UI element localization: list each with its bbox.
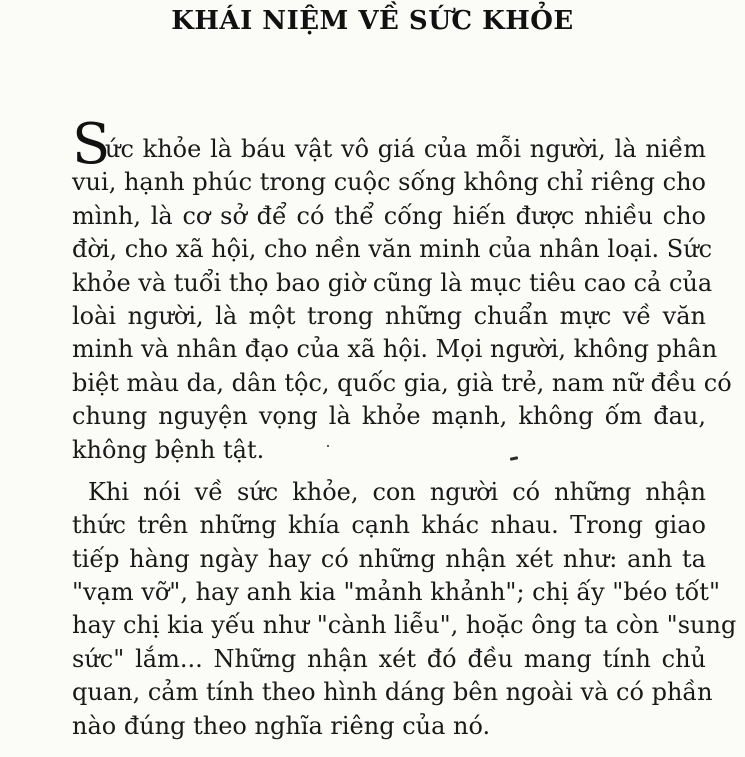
page-title: KHÁI NIỆM VỀ SỨC KHỎE (171, 6, 574, 36)
paragraph-line-text: ức khỏe là báu vật vô giá của mỗi người, là niềm (105, 135, 706, 163)
scan-speck (327, 445, 329, 447)
paragraph-gap (72, 467, 706, 476)
paragraph-1-line-3: mình, là cơ sở để có thể cống hiến được nhiều cho (72, 201, 706, 230)
paragraph-1-line-10: không bệnh tật. (72, 435, 265, 464)
paragraph-1-line-6: loài người, là một trong những chuẩn mực về văn (72, 301, 706, 330)
paragraph-1-line-9: chung nguyện vọng là khỏe mạnh, không ốm đau, (72, 402, 706, 431)
paragraph-2-line-5: hay chị kia yếu như "cành liễu", hoặc ông ta còn "sung (72, 611, 737, 640)
paragraph-1-line-1 (72, 112, 706, 177)
paragraph-2-line-2: thức trên những khía cạnh khác nhau. Trong giao (72, 511, 706, 540)
drop-cap-letter: S (72, 112, 111, 177)
paragraph-line-text: Khi nói về sức khỏe, con người có những nhận (88, 477, 706, 506)
paragraph-2-line-1 (72, 476, 706, 509)
paragraph-1-line-2: vui, hạnh phúc trong cuộc sống không chỉ riêng cho (72, 168, 706, 197)
paragraph-2-line-8: nào đúng theo nghĩa riêng của nó. (72, 711, 491, 740)
paragraph-1-line-5: khỏe và tuổi thọ bao giờ cũng là mục tiêu cao cả của (72, 268, 713, 297)
article-body (72, 112, 737, 743)
paragraph-1-line-8: biệt màu da, dân tộc, quốc gia, già trẻ, nam nữ đều có (72, 368, 732, 397)
paragraph-1-line-7: minh và nhân đạo của xã hội. Mọi người, không phân (72, 335, 718, 364)
paragraph-1-line-4: đời, cho xã hội, cho nền văn minh của nhân loại. Sức (72, 235, 713, 264)
paragraph-2-line-6: sức" lắm... Những nhận xét đó đều mang tính chủ (72, 644, 706, 673)
paragraph-2-line-7: quan, cảm tính theo hình dáng bên ngoài và có phần (72, 678, 713, 707)
paragraph-2-line-3: tiếp hàng ngày hay có những nhận xét như: anh ta (72, 544, 706, 573)
paragraph-2-line-4: "vạm vỡ", hay anh kia "mảnh khảnh"; chị ấy "béo tốt" (72, 578, 720, 607)
